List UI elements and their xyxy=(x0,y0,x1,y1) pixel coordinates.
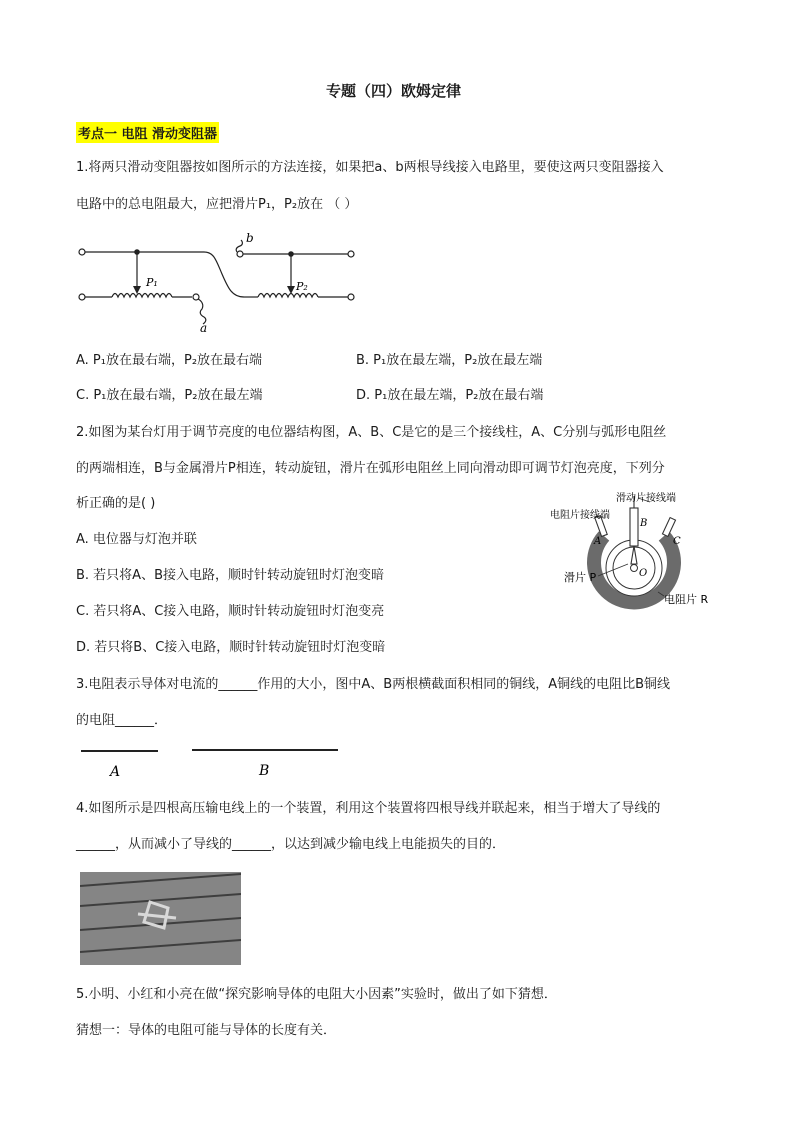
section-heading: 考点一 电阻 滑动变阻器 xyxy=(76,122,219,143)
label-a: a xyxy=(200,321,208,335)
label-b: b xyxy=(246,231,254,245)
label-resistor: 电阻片 R xyxy=(664,593,709,606)
question-1-line-1: 1.将两只滑动变阻器按如图所示的方法连接，如果把a、b两根导线接入电路里，要使这两只变阻器接入 xyxy=(76,160,664,175)
question-2-line-3: 析正确的是( ) xyxy=(76,496,156,511)
question-2-line-2: 的两端相连，B与金属滑片P相连，转动旋钮，滑片在弧形电阻丝上同向滑动即可调节灯泡亮度，下列分 xyxy=(76,461,665,476)
label-p2: P₂ xyxy=(296,280,308,293)
q1-option-c: C. P₁放在最右端，P₂放在最左端 xyxy=(76,388,263,403)
q1-option-d: D. P₁放在最左端，P₂放在最右端 xyxy=(356,388,544,403)
question-5-line-1: 5.小明、小红和小亮在做“探究影响导体的电阻大小因素”实验时，做出了如下猜想． xyxy=(76,987,557,1002)
question-3-line-2: 的电阻______． xyxy=(76,713,168,728)
potentiometer-figure xyxy=(540,488,720,618)
label-slider-terminal: 滑动片接线端 xyxy=(616,493,676,504)
q2-option-c: C. 若只将A、C接入电路，顺时针转动旋钮时灯泡变亮 xyxy=(76,604,385,619)
q2-option-b: B. 若只将A、B接入电路，顺时针转动旋钮时灯泡变暗 xyxy=(76,568,384,583)
label-slider: 滑片 P xyxy=(564,571,597,584)
label-terminal-a: A xyxy=(594,536,602,547)
copper-wires-figure xyxy=(78,742,348,782)
page-title: 专题（四）欧姆定律 xyxy=(326,82,462,100)
power-line-spacer-photo xyxy=(80,872,241,965)
q2-option-a: A. 电位器与灯泡并联 xyxy=(76,532,197,547)
question-3-line-1: 3.电阻表示导体对电流的______作用的大小，图中A、B两根横截面积相同的铜线，A铜线的电阻比B铜线 xyxy=(76,677,671,692)
label-center-o: O xyxy=(639,568,648,579)
rheostat-circuit-figure xyxy=(74,226,364,336)
label-wire-a: A xyxy=(110,764,121,780)
q1-option-a: A. P₁放在最右端，P₂放在最右端 xyxy=(76,353,263,368)
label-wire-b: B xyxy=(259,763,270,779)
q2-option-d: D. 若只将B、C接入电路，顺时针转动旋钮时灯泡变暗 xyxy=(76,640,386,655)
label-resistor-terminal: 电阻片接线端 xyxy=(550,510,610,521)
question-1-line-2: 电路中的总电阻最大，应把滑片P₁，P₂放在 （ ） xyxy=(76,197,358,212)
question-5-guess-1: 猜想一：导体的电阻可能与导体的长度有关． xyxy=(76,1023,337,1038)
label-p1: P₁ xyxy=(146,276,158,289)
question-2-line-1: 2.如图为某台灯用于调节亮度的电位器结构图，A、B、C是它的是三个接线柱，A、C分别与弧形电阻丝 xyxy=(76,425,667,440)
question-4-line-2: ______，从而减小了导线的______，以达到减少输电线上电能损失的目的． xyxy=(76,837,506,852)
q1-option-b: B. P₁放在最左端，P₂放在最左端 xyxy=(356,353,543,368)
label-terminal-c: C xyxy=(673,536,681,547)
label-terminal-b: B xyxy=(640,518,648,529)
question-4-line-1: 4.如图所示是四根高压输电线上的一个装置，利用这个装置将四根导线并联起来，相当于增大了导线的 xyxy=(76,801,661,816)
